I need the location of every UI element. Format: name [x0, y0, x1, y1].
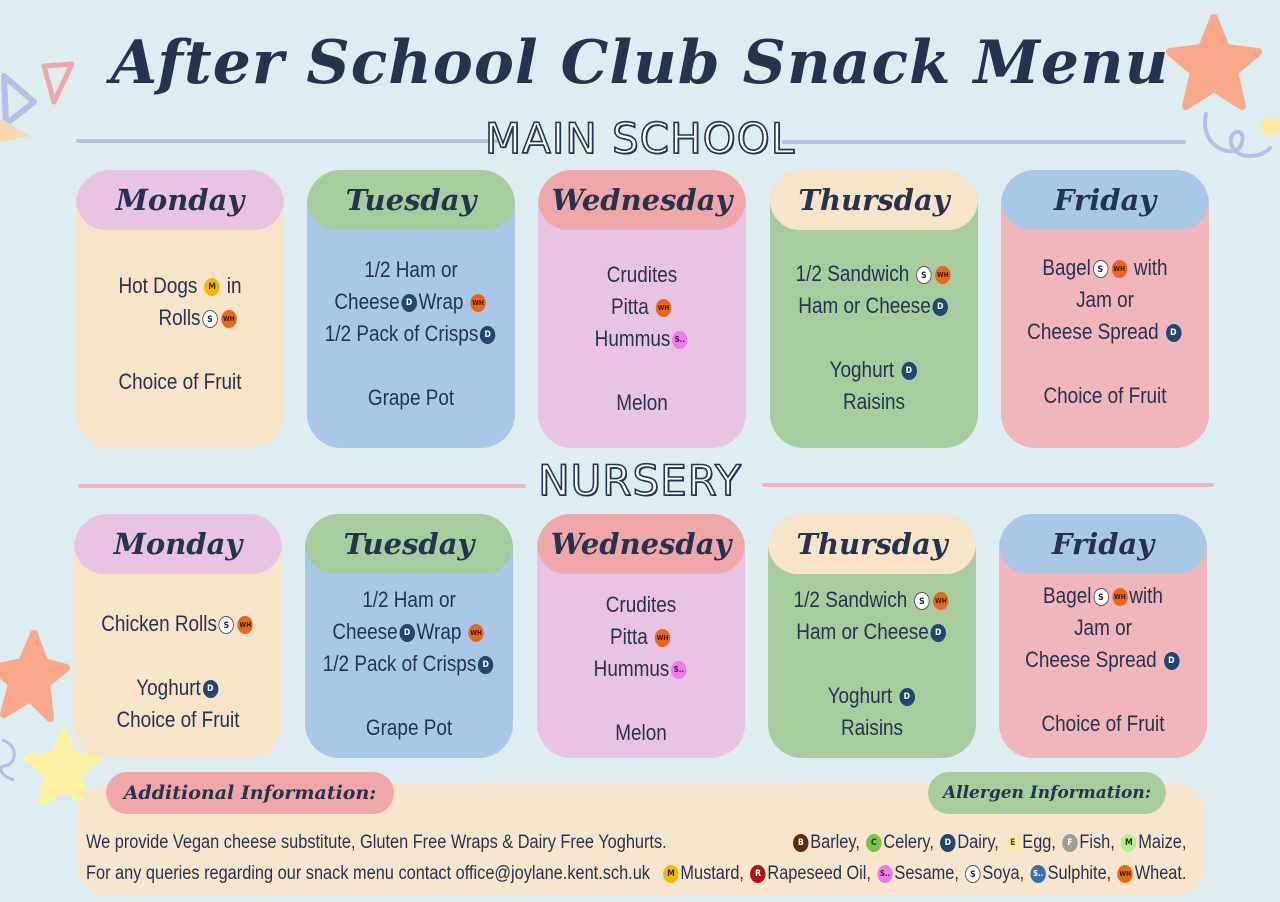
menu-item: Melon [615, 720, 667, 745]
menu-item: Rolls [158, 305, 201, 330]
main-wednesday-card [538, 170, 746, 448]
menu-item: Wrap [416, 619, 462, 644]
soya-allergen-icon: S [965, 865, 980, 883]
wheat-allergen-icon: WH [933, 592, 948, 610]
menu-items [322, 254, 501, 448]
menu-item: Raisins [842, 389, 906, 414]
mustard-allergen-icon: M [204, 278, 219, 296]
main-monday-card [76, 170, 284, 448]
wheat-allergen-icon: WH [656, 299, 671, 317]
allergen-label: Rapeseed Oil, [766, 863, 871, 884]
allergen-label: Sulphite, [1047, 863, 1111, 884]
barley-allergen-icon: B [793, 834, 808, 852]
day-heading: Thursday [770, 170, 978, 230]
menu-item: Choice of Fruit [1043, 383, 1167, 408]
menu-item: Bagel [1042, 255, 1091, 280]
day-heading: Friday [1001, 170, 1209, 230]
menu-item: Hummus [594, 326, 671, 351]
allergen-label: Fish, [1078, 832, 1115, 853]
menu-item: with [1129, 583, 1163, 608]
curl-decoration [0, 736, 22, 786]
main-thursday-card [770, 170, 978, 448]
menu-item: Hummus [593, 656, 670, 681]
nursery-wednesday-card [537, 514, 745, 758]
soya-allergen-icon: S [1093, 260, 1108, 278]
allergen-information-heading: Allergen Information: [928, 772, 1166, 814]
menu-items [1016, 252, 1195, 448]
menu-item: Cheese [332, 619, 398, 644]
dairy-allergen-icon: D [399, 624, 414, 642]
soya-allergen-icon: S [202, 310, 217, 328]
sesame-allergen-icon: S.. [877, 865, 892, 883]
menu-item: Pitta [609, 624, 648, 649]
menu-item: with [1133, 255, 1168, 280]
dairy-allergen-icon: D [940, 834, 955, 852]
menu-item: 1/2 Ham or [362, 587, 456, 612]
rapeseed-allergen-icon: R [750, 865, 765, 883]
menu-item: Yoghurt [829, 357, 895, 382]
section-title-main-school: MAIN SCHOOL [484, 114, 796, 163]
menu-item: Chicken Rolls [101, 611, 217, 636]
menu-item: Raisins [840, 715, 904, 740]
menu-item: Melon [616, 390, 668, 415]
day-heading: Wednesday [538, 170, 746, 230]
wheat-allergen-icon: WH [470, 294, 485, 312]
allergen-label: Egg, [1021, 832, 1056, 853]
day-heading: Wednesday [537, 514, 745, 574]
menu-item: in [226, 273, 242, 298]
mustard-allergen-icon: M [663, 865, 678, 883]
section-title-nursery: NURSERY [538, 456, 742, 505]
wheat-allergen-icon: WH [238, 616, 253, 634]
dairy-allergen-icon: D [899, 688, 914, 706]
menu-item: Crudites [606, 262, 678, 287]
menu-item: Cheese [334, 289, 400, 314]
menu-items [320, 584, 499, 758]
menu-item: 1/2 Pack of Crisps [324, 321, 479, 346]
menu-item: Yoghurt [136, 675, 201, 700]
allergen-label: Dairy, [956, 832, 999, 853]
dairy-allergen-icon: D [203, 680, 218, 698]
day-heading: Monday [76, 170, 284, 230]
info-line-2: For any queries regarding our snack menu contact office@joylane.kent.sch.uk [86, 863, 650, 884]
menu-items [1014, 580, 1193, 758]
celery-allergen-icon: C [866, 834, 881, 852]
menu-items [89, 608, 268, 758]
menu-item: 1/2 Sandwich [795, 261, 910, 286]
egg-allergen-icon: E [1005, 834, 1020, 852]
day-heading: Tuesday [307, 170, 515, 230]
menu-items [785, 258, 964, 448]
menu-item: Pitta [610, 294, 649, 319]
menu-title: After School Club Snack Menu [110, 28, 1170, 98]
menu-item: Bagel [1043, 583, 1092, 608]
menu-items [553, 259, 732, 448]
main-school-header [0, 114, 1280, 164]
nursery-tuesday-card [305, 514, 513, 758]
nursery-monday-card [74, 514, 282, 758]
menu-items [783, 584, 962, 758]
menu-item: Grape Pot [367, 385, 455, 410]
menu-item: Choice of Fruit [1041, 711, 1165, 736]
dairy-allergen-icon: D [480, 326, 495, 344]
menu-item: Hot Dogs [118, 273, 198, 298]
sulphite-allergen-icon: S.. [1030, 865, 1045, 883]
menu-item: 1/2 Ham or [364, 257, 458, 282]
wheat-allergen-icon: WH [1117, 865, 1132, 883]
allergen-label: Mustard, [679, 863, 744, 884]
nursery-thursday-card [768, 514, 976, 758]
menu-item: Jam or [1074, 615, 1132, 640]
menu-item: Jam or [1076, 287, 1134, 312]
sesame-allergen-icon: S.. [671, 661, 686, 679]
wheat-allergen-icon: WH [935, 266, 950, 284]
day-heading: Monday [74, 514, 282, 574]
dairy-allergen-icon: D [401, 294, 416, 312]
allergen-label: Sesame, [893, 863, 959, 884]
menu-item: 1/2 Sandwich [793, 587, 908, 612]
wheat-allergen-icon: WH [221, 310, 236, 328]
menu-item: Wrap [418, 289, 464, 314]
menu-item: Grape Pot [365, 715, 453, 740]
menu-item: 1/2 Pack of Crisps [322, 651, 477, 676]
menu-item: Yoghurt [827, 683, 893, 708]
main-tuesday-card [307, 170, 515, 448]
menu-item: Choice of Fruit [116, 707, 240, 732]
soya-allergen-icon: S [219, 616, 234, 634]
maize-allergen-icon: M [1121, 834, 1136, 852]
menu-item: Choice of Fruit [118, 369, 242, 394]
dairy-allergen-icon: D [478, 656, 493, 674]
day-heading: Thursday [768, 514, 976, 574]
allergen-key-row-1 [791, 832, 1186, 854]
menu-item: Cheese Spread [1027, 319, 1159, 344]
main-friday-card [1001, 170, 1209, 448]
menu-item: Ham or Cheese [798, 293, 931, 318]
day-heading: Friday [999, 514, 1207, 574]
dairy-allergen-icon: D [1164, 652, 1179, 670]
additional-information-heading: Additional Information: [106, 772, 394, 814]
allergen-key-row-2 [661, 863, 1186, 885]
dairy-allergen-icon: D [931, 624, 946, 642]
wheat-allergen-icon: WH [655, 629, 670, 647]
menu-items [91, 270, 270, 448]
sesame-allergen-icon: S.. [672, 331, 687, 349]
dairy-allergen-icon: D [933, 298, 948, 316]
info-line-1: We provide Vegan cheese substitute, Gluten Free Wraps & Dairy Free Yoghurts. [86, 832, 667, 853]
menu-items [552, 589, 731, 758]
allergen-label: Maize, [1137, 832, 1186, 853]
star-decoration-left [0, 628, 70, 728]
nursery-header [0, 456, 1280, 506]
allergen-label: Wheat. [1134, 863, 1186, 884]
day-heading: Tuesday [305, 514, 513, 574]
menu-item: Crudites [605, 592, 677, 617]
dairy-allergen-icon: D [901, 362, 916, 380]
soya-allergen-icon: S [914, 592, 929, 610]
soya-allergen-icon: S [1093, 588, 1108, 606]
soya-allergen-icon: S [916, 266, 931, 284]
wheat-allergen-icon: WH [1111, 260, 1126, 278]
dairy-allergen-icon: D [1166, 324, 1181, 342]
menu-item: Cheese Spread [1025, 647, 1157, 672]
allergen-label: Soya, [981, 863, 1024, 884]
nursery-friday-card [999, 514, 1207, 758]
menu-item: Ham or Cheese [796, 619, 929, 644]
wheat-allergen-icon: WH [468, 624, 483, 642]
allergen-label: Barley, [809, 832, 860, 853]
wheat-allergen-icon: WH [1112, 588, 1127, 606]
allergen-label: Celery, [882, 832, 934, 853]
fish-allergen-icon: F [1062, 834, 1077, 852]
